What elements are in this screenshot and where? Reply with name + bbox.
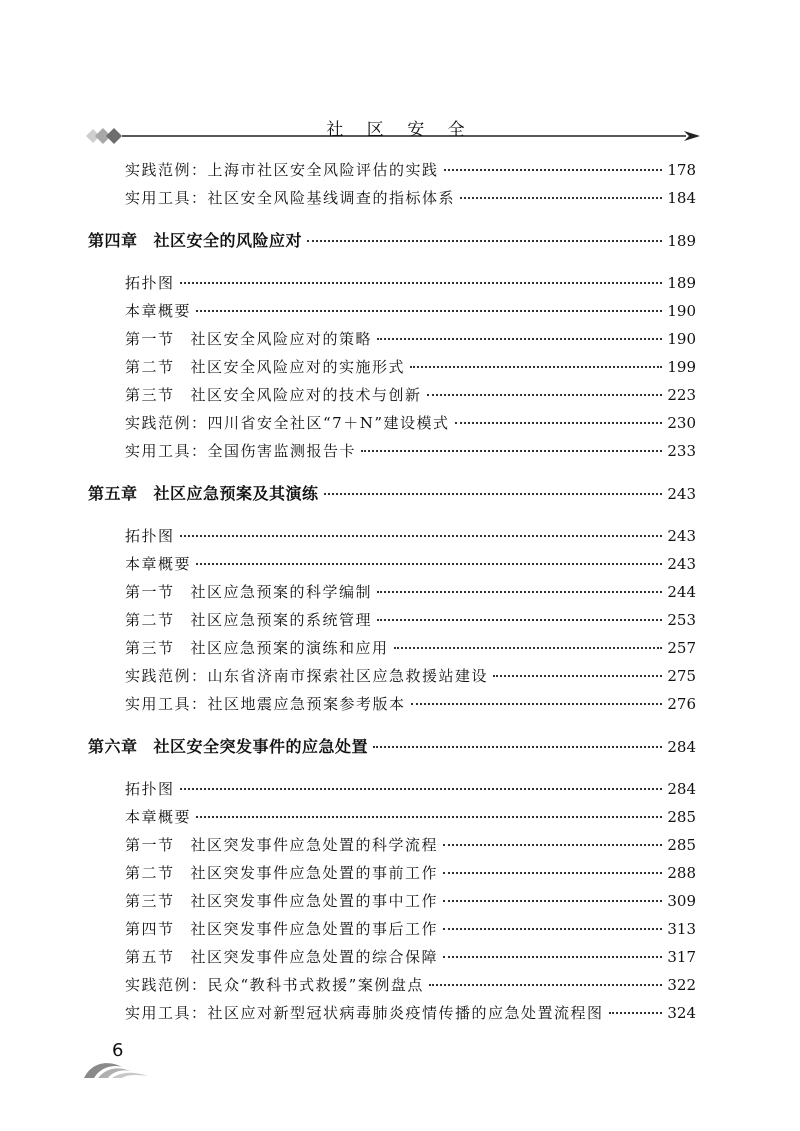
page-ref: 284: [667, 780, 696, 798]
dot-leader: [394, 644, 663, 649]
dot-leader: [444, 166, 663, 171]
page-ref: 184: [667, 189, 696, 207]
page-ref: 189: [667, 274, 696, 292]
toc-entry-row[interactable]: [125, 835, 696, 855]
section-number: 第四节: [125, 920, 175, 938]
entry-title: 实用工具：全国伤害监测报告卡: [125, 442, 357, 460]
toc-entry-row[interactable]: [125, 554, 696, 574]
page-ref: 230: [667, 414, 696, 432]
section-title: 社区应急预案的系统管理: [190, 611, 373, 629]
dot-leader: [180, 532, 663, 537]
page-ref: 285: [667, 836, 696, 854]
page-ref: 244: [667, 583, 696, 601]
toc-chapter-row[interactable]: [88, 231, 696, 251]
entry-title: 拓扑图: [125, 274, 175, 292]
section-number: 第一节: [125, 330, 175, 348]
entry-title: 实用工具：社区应对新型冠状病毒肺炎疫情传播的应急处置流程图: [125, 1004, 604, 1022]
toc-entry-row[interactable]: [125, 863, 696, 883]
toc-entry-row[interactable]: [125, 638, 696, 658]
dot-leader: [410, 363, 662, 368]
entry-title: 实践范例：山东省济南市探索社区应急救援站建设: [125, 667, 489, 685]
page-ref: 190: [667, 302, 696, 320]
toc-entry-row[interactable]: [125, 329, 696, 349]
page-ref: 317: [667, 948, 696, 966]
dot-leader: [493, 672, 662, 677]
toc-entry-row[interactable]: [125, 301, 696, 321]
section-title: 社区应急预案的科学编制: [190, 583, 373, 601]
page-ref: 189: [667, 232, 696, 250]
dot-leader: [429, 981, 663, 986]
dot-leader: [377, 335, 662, 340]
entry-title: 拓扑图: [125, 527, 175, 545]
page-ref: 223: [667, 386, 696, 404]
page-ref: 276: [667, 695, 696, 713]
toc-entry-row[interactable]: [125, 919, 696, 939]
page-ref: 243: [667, 485, 696, 503]
running-header-title: 社 区 安 全: [326, 120, 474, 140]
dot-leader: [443, 869, 662, 874]
chapter-number: 第五章: [88, 484, 138, 503]
page-ref: 178: [667, 161, 696, 179]
section-title: 社区安全风险应对的实施形式: [190, 358, 406, 376]
toc-entry-row[interactable]: [125, 1003, 696, 1023]
section-title: 社区应急预案的演练和应用: [190, 639, 389, 657]
toc-entry-row[interactable]: [125, 807, 696, 827]
page-ref: 243: [667, 527, 696, 545]
dot-leader: [180, 279, 663, 284]
page-ref: 324: [667, 1004, 696, 1022]
toc-entry-row[interactable]: [125, 385, 696, 405]
section-title: 社区突发事件应急处置的综合保障: [190, 948, 439, 966]
entry-title: 本章概要: [125, 555, 192, 573]
page-ref: 190: [667, 330, 696, 348]
page-ref: 313: [667, 920, 696, 938]
toc-entry-row[interactable]: [125, 694, 696, 714]
entry-title: 实用工具：社区安全风险基线调查的指标体系: [125, 189, 456, 207]
page-number: 6: [112, 1040, 124, 1061]
dot-leader: [196, 560, 662, 565]
chapter-number: 第六章: [88, 737, 138, 756]
toc-entry-row[interactable]: [125, 610, 696, 630]
section-number: 第三节: [125, 386, 175, 404]
section-number: 第二节: [125, 864, 175, 882]
toc-entry-row[interactable]: [125, 891, 696, 911]
entry-title: 实践范例：民众“教科书式救援”案例盘点: [125, 976, 424, 994]
dot-leader: [180, 785, 663, 790]
dot-leader: [196, 813, 662, 818]
dot-leader: [307, 237, 662, 242]
section-number: 第二节: [125, 358, 175, 376]
dot-leader: [427, 391, 663, 396]
page-ref: 233: [667, 442, 696, 460]
section-number: 第三节: [125, 892, 175, 910]
toc-entry-row[interactable]: [125, 666, 696, 686]
wave-logo-icon: [82, 1058, 152, 1080]
dot-leader: [443, 953, 662, 958]
section-title: 社区安全风险应对的技术与创新: [190, 386, 422, 404]
dot-leader: [443, 925, 662, 930]
page-ref: 253: [667, 611, 696, 629]
dot-leader: [196, 307, 662, 312]
chapter-number: 第四章: [88, 231, 138, 250]
dot-leader: [411, 700, 663, 705]
entry-title: 实践范例：上海市社区安全风险评估的实践: [125, 161, 439, 179]
toc-entry-row[interactable]: [125, 413, 696, 433]
toc-entry-row[interactable]: [125, 441, 696, 461]
dot-leader: [377, 616, 662, 621]
section-title: 社区突发事件应急处置的事前工作: [190, 864, 439, 882]
entry-title: 本章概要: [125, 302, 192, 320]
entry-title: 实用工具：社区地震应急预案参考版本: [125, 695, 406, 713]
section-title: 社区突发事件应急处置的科学流程: [190, 836, 439, 854]
page-ref: 309: [667, 892, 696, 910]
toc-entry-row[interactable]: [125, 947, 696, 967]
dot-leader: [377, 588, 662, 593]
dot-leader: [373, 743, 662, 748]
dot-leader: [460, 194, 662, 199]
section-number: 第一节: [125, 583, 175, 601]
toc-chapter-row[interactable]: [88, 484, 696, 504]
entry-title: 本章概要: [125, 808, 192, 826]
toc-entry-row[interactable]: [125, 526, 696, 546]
page-ref: 288: [667, 864, 696, 882]
chapter-title: 社区应急预案及其演练: [153, 484, 319, 503]
page-ref: 243: [667, 555, 696, 573]
page-ref: 284: [667, 738, 696, 756]
dot-leader: [609, 1009, 663, 1014]
toc-entry-row[interactable]: [125, 357, 696, 377]
section-title: 社区安全风险应对的策略: [190, 330, 373, 348]
chapter-title: 社区安全突发事件的应急处置: [153, 737, 369, 756]
chapter-title: 社区安全的风险应对: [153, 231, 303, 250]
toc-chapter-row[interactable]: [88, 737, 696, 757]
page-ref: 285: [667, 808, 696, 826]
section-number: 第二节: [125, 611, 175, 629]
dot-leader: [443, 841, 662, 846]
section-title: 社区突发事件应急处置的事后工作: [190, 920, 439, 938]
entry-title: 拓扑图: [125, 780, 175, 798]
section-number: 第一节: [125, 836, 175, 854]
toc-entry-row[interactable]: [125, 160, 696, 180]
page-ref: 257: [667, 639, 696, 657]
toc-entry-row[interactable]: [125, 779, 696, 799]
toc-entry-row[interactable]: [125, 273, 696, 293]
entry-title: 实践范例：四川省安全社区“7＋N”建设模式: [125, 414, 450, 432]
toc-entry-row[interactable]: [125, 188, 696, 208]
section-number: 第五节: [125, 948, 175, 966]
page-ref: 199: [667, 358, 696, 376]
running-header: [0, 112, 800, 148]
page-ref: 322: [667, 976, 696, 994]
dot-leader: [455, 419, 663, 424]
dot-leader: [324, 490, 663, 495]
dot-leader: [443, 897, 662, 902]
section-title: 社区突发事件应急处置的事中工作: [190, 892, 439, 910]
toc-entry-row[interactable]: [125, 975, 696, 995]
dot-leader: [361, 447, 662, 452]
toc-entry-row[interactable]: [125, 582, 696, 602]
section-number: 第三节: [125, 639, 175, 657]
page-ref: 275: [667, 667, 696, 685]
